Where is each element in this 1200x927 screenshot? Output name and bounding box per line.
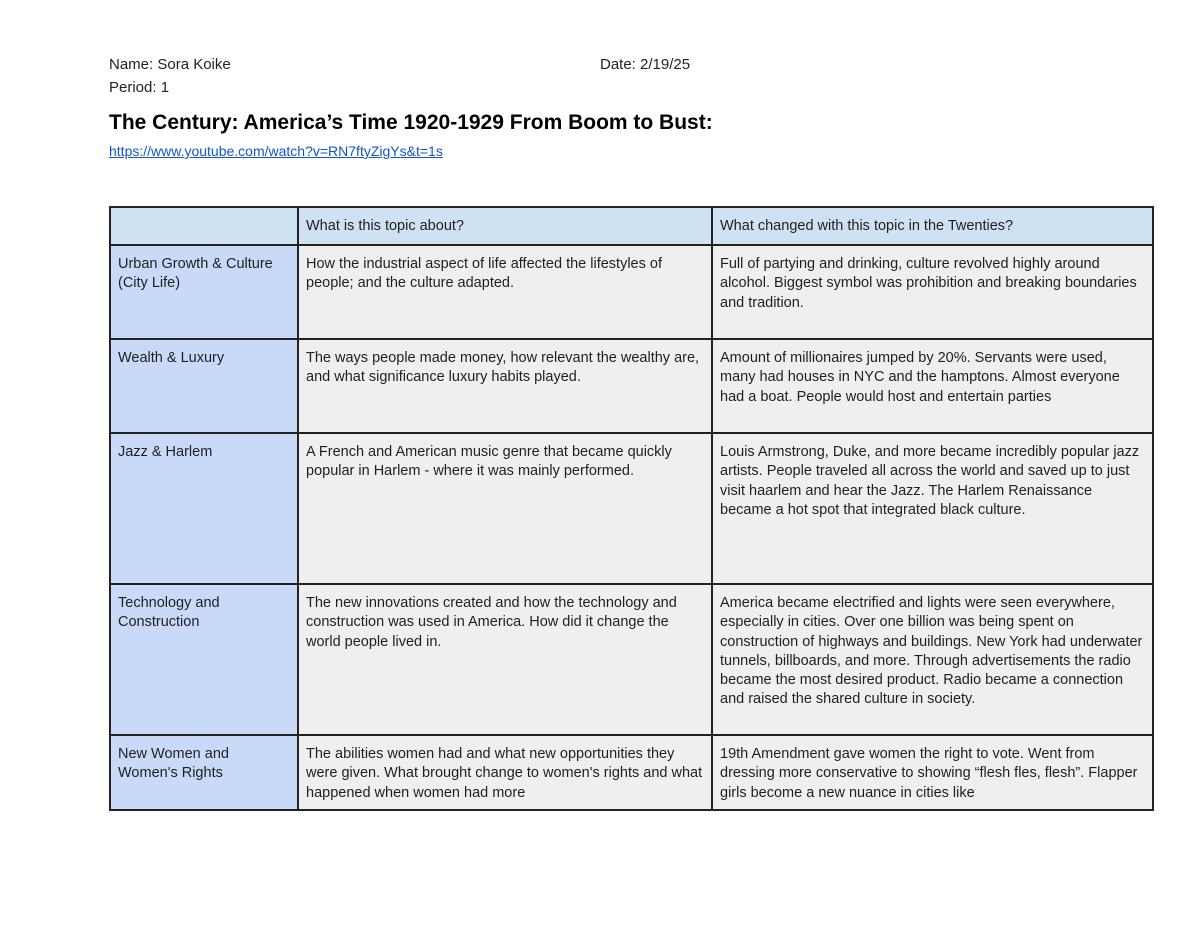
header-cell-changed: What changed with this topic in the Twenties? [712,207,1153,245]
table-row [110,735,1153,810]
topic-cell: Urban Growth & Culture (City Life) [110,245,298,339]
changed-cell: Full of partying and drinking, culture revolved highly around alcohol. Biggest symbol was prohibition and breaking boundaries and tradition. [712,245,1153,339]
period-field: Period: 1 [109,79,170,96]
changed-cell: Amount of millionaires jumped by 20%. Servants were used, many had houses in NYC and the hamptons. Almost everyone had a boat. People would host and entertain parties [712,339,1153,433]
about-cell: How the industrial aspect of life affected the lifestyles of people; and the culture adapted. [298,245,712,339]
header-cell-about: What is this topic about? [298,207,712,245]
about-cell: The abilities women had and what new opportunities they were given. What brought change to women's rights and what happened when women had more [298,735,712,810]
table-row [110,584,1153,735]
about-cell: A French and American music genre that became quickly popular in Harlem - where it was mainly performed. [298,433,712,584]
changed-cell: America became electrified and lights were seen everywhere, especially in cities. Over one billion was being spent on construction of highways and buildings. New York had underwater tunnels, billboards, and more. Through advertisements the radio became the most desired product. Radio became a connection and raised the shared culture in society. [712,584,1153,735]
about-cell: The ways people made money, how relevant the wealthy are, and what significance luxury habits played. [298,339,712,433]
topic-cell: Wealth & Luxury [110,339,298,433]
date-field: Date: 2/19/25 [600,56,691,73]
student-name: Name: Sora Koike [109,56,231,73]
about-cell: The new innovations created and how the technology and construction was used in America. How did it change the world people lived in. [298,584,712,735]
table-row [110,433,1153,584]
topic-cell: Technology and Construction [110,584,298,735]
table-row [110,339,1153,433]
topics-table [109,206,1154,811]
changed-cell: Louis Armstrong, Duke, and more became incredibly popular jazz artists. People traveled all across the world and saved up to just visit haarlem and hear the Jazz. The Harlem Renaissance became a hot spot that integrated black culture. [712,433,1153,584]
video-link[interactable]: https://www.youtube.com/watch?v=RN7ftyZigYs&t=1s [109,143,443,159]
changed-cell: 19th Amendment gave women the right to vote. Went from dressing more conservative to showing “flesh fles, flesh”. Flapper girls become a new nuance in cities like [712,735,1153,810]
topic-cell: New Women and Women's Rights [110,735,298,810]
topic-cell: Jazz & Harlem [110,433,298,584]
table-row [110,245,1153,339]
table-header-row [110,207,1153,245]
document-title: The Century: America’s Time 1920-1929 From Boom to Bust: [109,111,713,134]
header-cell-empty [110,207,298,245]
